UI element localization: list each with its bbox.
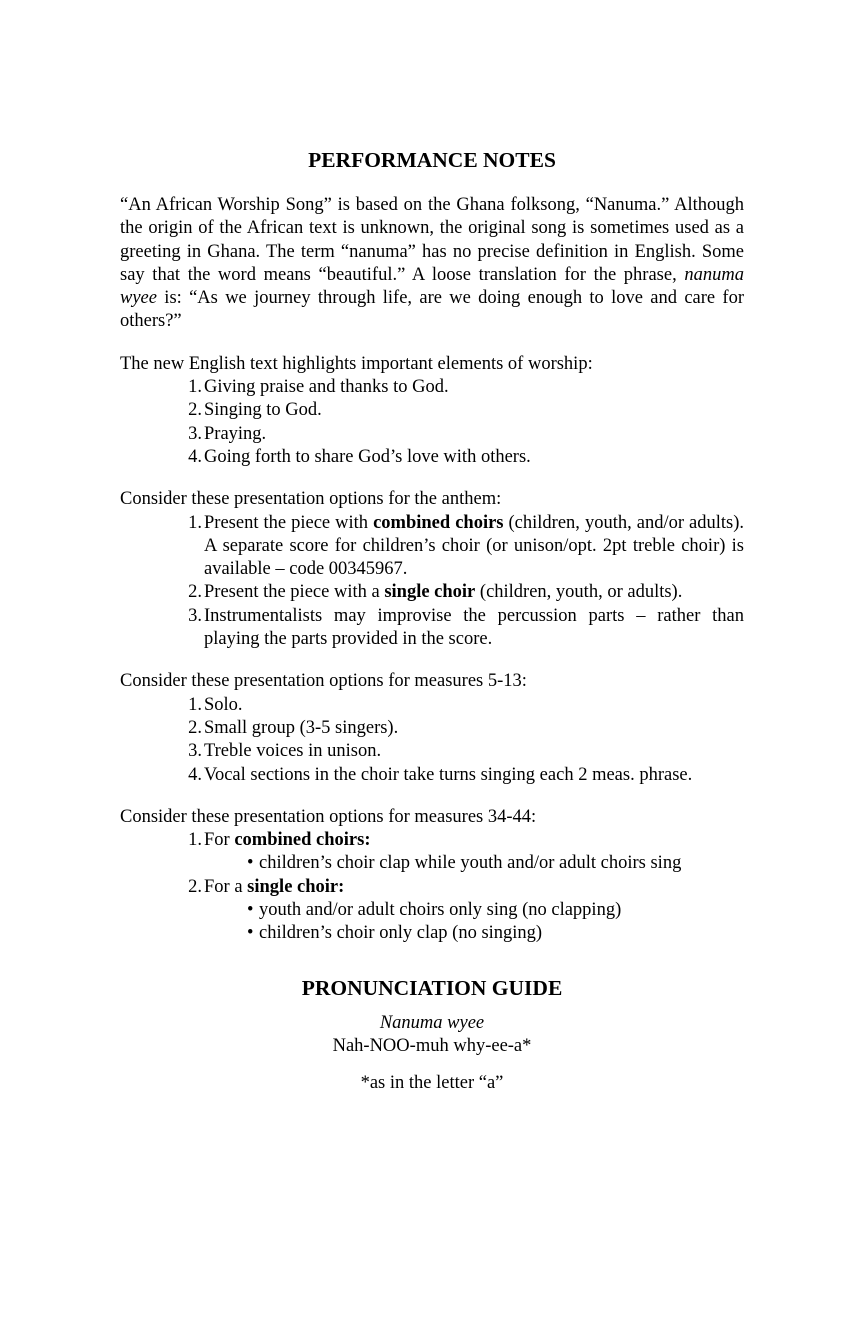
anthem-section <box>120 488 744 651</box>
item-text: For a <box>204 876 248 897</box>
list-item <box>188 512 744 582</box>
measures-34-44-list <box>120 829 744 945</box>
item-text: For <box>204 830 235 851</box>
measures-34-44-section <box>120 806 744 946</box>
bullet-item: • children’s choir only clap (no singing) <box>247 922 744 945</box>
item-text: Vocal sections in the choir take turns singing each 2 meas. phrase. <box>204 764 693 785</box>
measures-5-13-section <box>120 670 744 786</box>
item-number: 1. <box>188 512 202 533</box>
pronunciation-section <box>120 974 744 1096</box>
bullet-list <box>204 899 744 946</box>
worship-section <box>120 353 744 469</box>
list-item <box>188 581 744 604</box>
list-item <box>188 423 744 446</box>
item-number: 2. <box>188 717 202 738</box>
pronunciation-title: PRONUNCIATION GUIDE <box>301 975 563 1000</box>
item-text: Small group (3-5 singers). <box>204 717 399 738</box>
item-bold: single choir <box>384 582 476 603</box>
list-item <box>188 829 744 876</box>
measures-5-13-lead: Consider these presentation options for measures 5-13: <box>120 671 527 692</box>
item-number: 3. <box>188 423 202 444</box>
item-text: Giving praise and thanks to God. <box>204 377 449 398</box>
list-item <box>188 694 744 717</box>
item-text: (children, youth, or adults). <box>475 582 683 603</box>
measures-5-13-list <box>120 694 744 787</box>
intro-paragraph <box>120 194 744 334</box>
document-body <box>120 146 744 1096</box>
item-text: Treble voices in unison. <box>204 741 382 762</box>
bullet-list <box>204 852 744 875</box>
item-text: Praying. <box>204 423 267 444</box>
item-text: Present the piece with a <box>204 582 385 603</box>
item-text: Present the piece with <box>204 512 374 533</box>
anthem-list <box>120 512 744 652</box>
item-number: 2. <box>188 400 202 421</box>
item-bold: single choir: <box>247 876 345 897</box>
phrase-text: Nanuma wyee <box>379 1012 485 1033</box>
pronunciation-footnote: *as in the letter “a” <box>360 1073 504 1094</box>
item-bold: combined choirs <box>373 512 504 533</box>
item-number: 1. <box>188 377 202 398</box>
item-number: 1. <box>188 694 202 715</box>
item-text: (children, youth, and/or adults). A separate score for children’s choir (or unison/opt. 2pt treble choir) is available – code 00345967. <box>204 512 744 580</box>
item-number: 3. <box>188 741 202 762</box>
bullet-item: • children’s choir clap while youth and/or adult choirs sing <box>247 852 744 875</box>
list-item <box>188 446 744 469</box>
pronunciation-sounds: Nah-NOO-muh why-ee-a* <box>332 1035 532 1056</box>
pronunciation-phrase <box>120 1012 744 1035</box>
item-number: 2. <box>188 876 202 897</box>
item-bold: combined choirs: <box>234 830 371 851</box>
item-number: 1. <box>188 830 202 851</box>
item-number: 2. <box>188 582 202 603</box>
list-item <box>188 876 744 946</box>
intro-text-2: is: “As we journey through life, are we doing enough to love and care for others?” <box>120 288 744 332</box>
intro-italic-phrase: nanuma wyee <box>120 264 744 309</box>
item-number: 3. <box>188 605 202 626</box>
bullet-item: • youth and/or adult choirs only sing (no clapping) <box>247 899 744 922</box>
worship-list <box>120 376 744 469</box>
list-item <box>188 605 744 652</box>
intro-text-1: “An African Worship Song” is based on the Ghana folksong, “Nanuma.” Although the origin of the African text is unknown, the original song is sometimes used as a greeting in Ghana. The term “nanuma” has no precise definition in English. Some say that the word means “beautiful.” A loose translation for the phrase, <box>120 195 744 285</box>
anthem-lead: Consider these presentation options for the anthem: <box>120 489 502 510</box>
list-item <box>188 717 744 740</box>
worship-lead: The new English text highlights important elements of worship: <box>120 353 593 374</box>
list-item <box>188 740 744 763</box>
page-title: PERFORMANCE NOTES <box>308 148 556 172</box>
item-number: 4. <box>188 446 202 467</box>
list-item <box>188 764 744 787</box>
item-text: Instrumentalists may improvise the percussion parts – rather than playing the parts provided in the score. <box>204 605 744 650</box>
measures-34-44-lead: Consider these presentation options for measures 34-44: <box>120 806 537 827</box>
item-text: Solo. <box>204 694 243 715</box>
item-text: Going forth to share God’s love with others. <box>204 446 531 467</box>
list-item <box>188 399 744 422</box>
item-number: 4. <box>188 764 202 785</box>
item-text: Singing to God. <box>204 400 322 421</box>
list-item <box>188 376 744 399</box>
